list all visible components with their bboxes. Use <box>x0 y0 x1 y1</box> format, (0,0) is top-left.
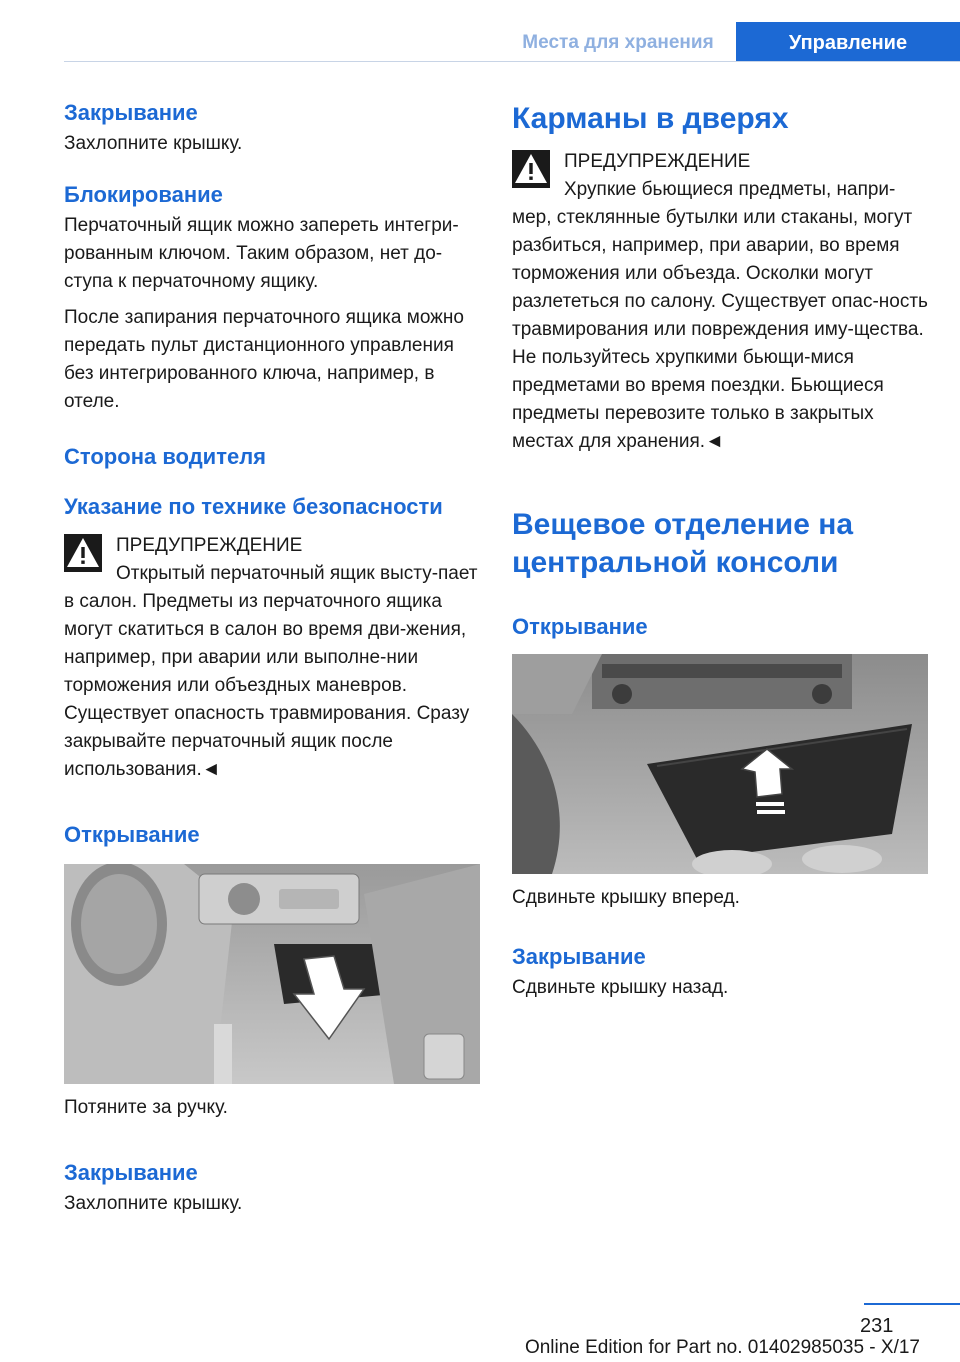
text-closing: Захлопните крышку. <box>64 133 243 154</box>
left-column <box>64 98 484 1218</box>
console-photo <box>512 654 932 874</box>
warning-title-2: ПРЕДУПРЕЖДЕНИЕ <box>564 151 751 172</box>
heading-safety: Указание по технике безопасности <box>64 494 443 519</box>
text-closing-2: Захлопните крышку. <box>64 1193 243 1214</box>
text-locking-2: После запирания перчаточного ящика можно передать пульт дистанционного управления без интегрированного ключа, например, в отеле. <box>64 307 464 412</box>
header-section-tab: Места для хранения <box>522 32 714 53</box>
warning-text: Открытый перчаточный ящик высту-пает в салон. Предметы из перчаточного ящика могут скатиться в салон во время дви-жения, например, при аварии или выполне-нии торможения или объездных маневров. Существует опасность травмирования. Сразу закрывайте перчаточный ящик после использования.◄ <box>64 563 478 780</box>
warning-block <box>64 532 484 784</box>
right-column <box>512 100 932 1002</box>
warning-icon <box>512 150 550 188</box>
heading-opening: Открывание <box>64 822 200 847</box>
heading-closing-right: Закрывание <box>512 944 646 969</box>
heading-opening-right: Открывание <box>512 614 648 639</box>
warning-icon <box>64 534 102 572</box>
text-closing-right: Сдвиньте крышку назад. <box>512 977 729 998</box>
heading-closing: Закрывание <box>64 100 198 125</box>
heading-locking: Блокирование <box>64 182 223 207</box>
footer-rule <box>864 1303 960 1305</box>
text-locking-1: Перчаточный ящик можно запереть интегри-рованным ключом. Таким образом, нет до-ступа к перчаточному ящику. <box>64 215 459 292</box>
warning-title: ПРЕДУПРЕЖДЕНИЕ <box>116 535 303 556</box>
heading-console: Вещевое отделение на центральной консоли <box>512 508 854 579</box>
edition-note: Online Edition for Part no. 01402985035 - X/17 <box>524 1337 920 1358</box>
warning-block-2 <box>512 148 932 456</box>
glovebox-photo <box>64 864 484 1084</box>
text-opening-right: Сдвиньте крышку вперед. <box>512 887 740 908</box>
page-number: 231 <box>860 1315 894 1337</box>
text-opening: Потяните за ручку. <box>64 1097 228 1118</box>
header-chapter-tab: Управление <box>736 22 960 62</box>
heading-door-pockets: Карманы в дверях <box>512 102 789 135</box>
heading-driver-side: Сторона водителя <box>64 444 267 469</box>
warning-text-2: Хрупкие бьющиеся предметы, напри-мер, стеклянные бутылки или стаканы, могут разбиться, например, при аварии, во время торможения или объезда. Осколки могут разлететься по салону. Существует опас-ность травмирования или повреждения иму-щества. Не пользуйтесь хрупкими бьющи-мися предметами во время поездки. Бьющиеся предметы перевозите только в закрытых местах для хранения.◄ <box>512 179 928 452</box>
heading-closing-2: Закрывание <box>64 1160 198 1185</box>
header-rule <box>64 61 960 62</box>
